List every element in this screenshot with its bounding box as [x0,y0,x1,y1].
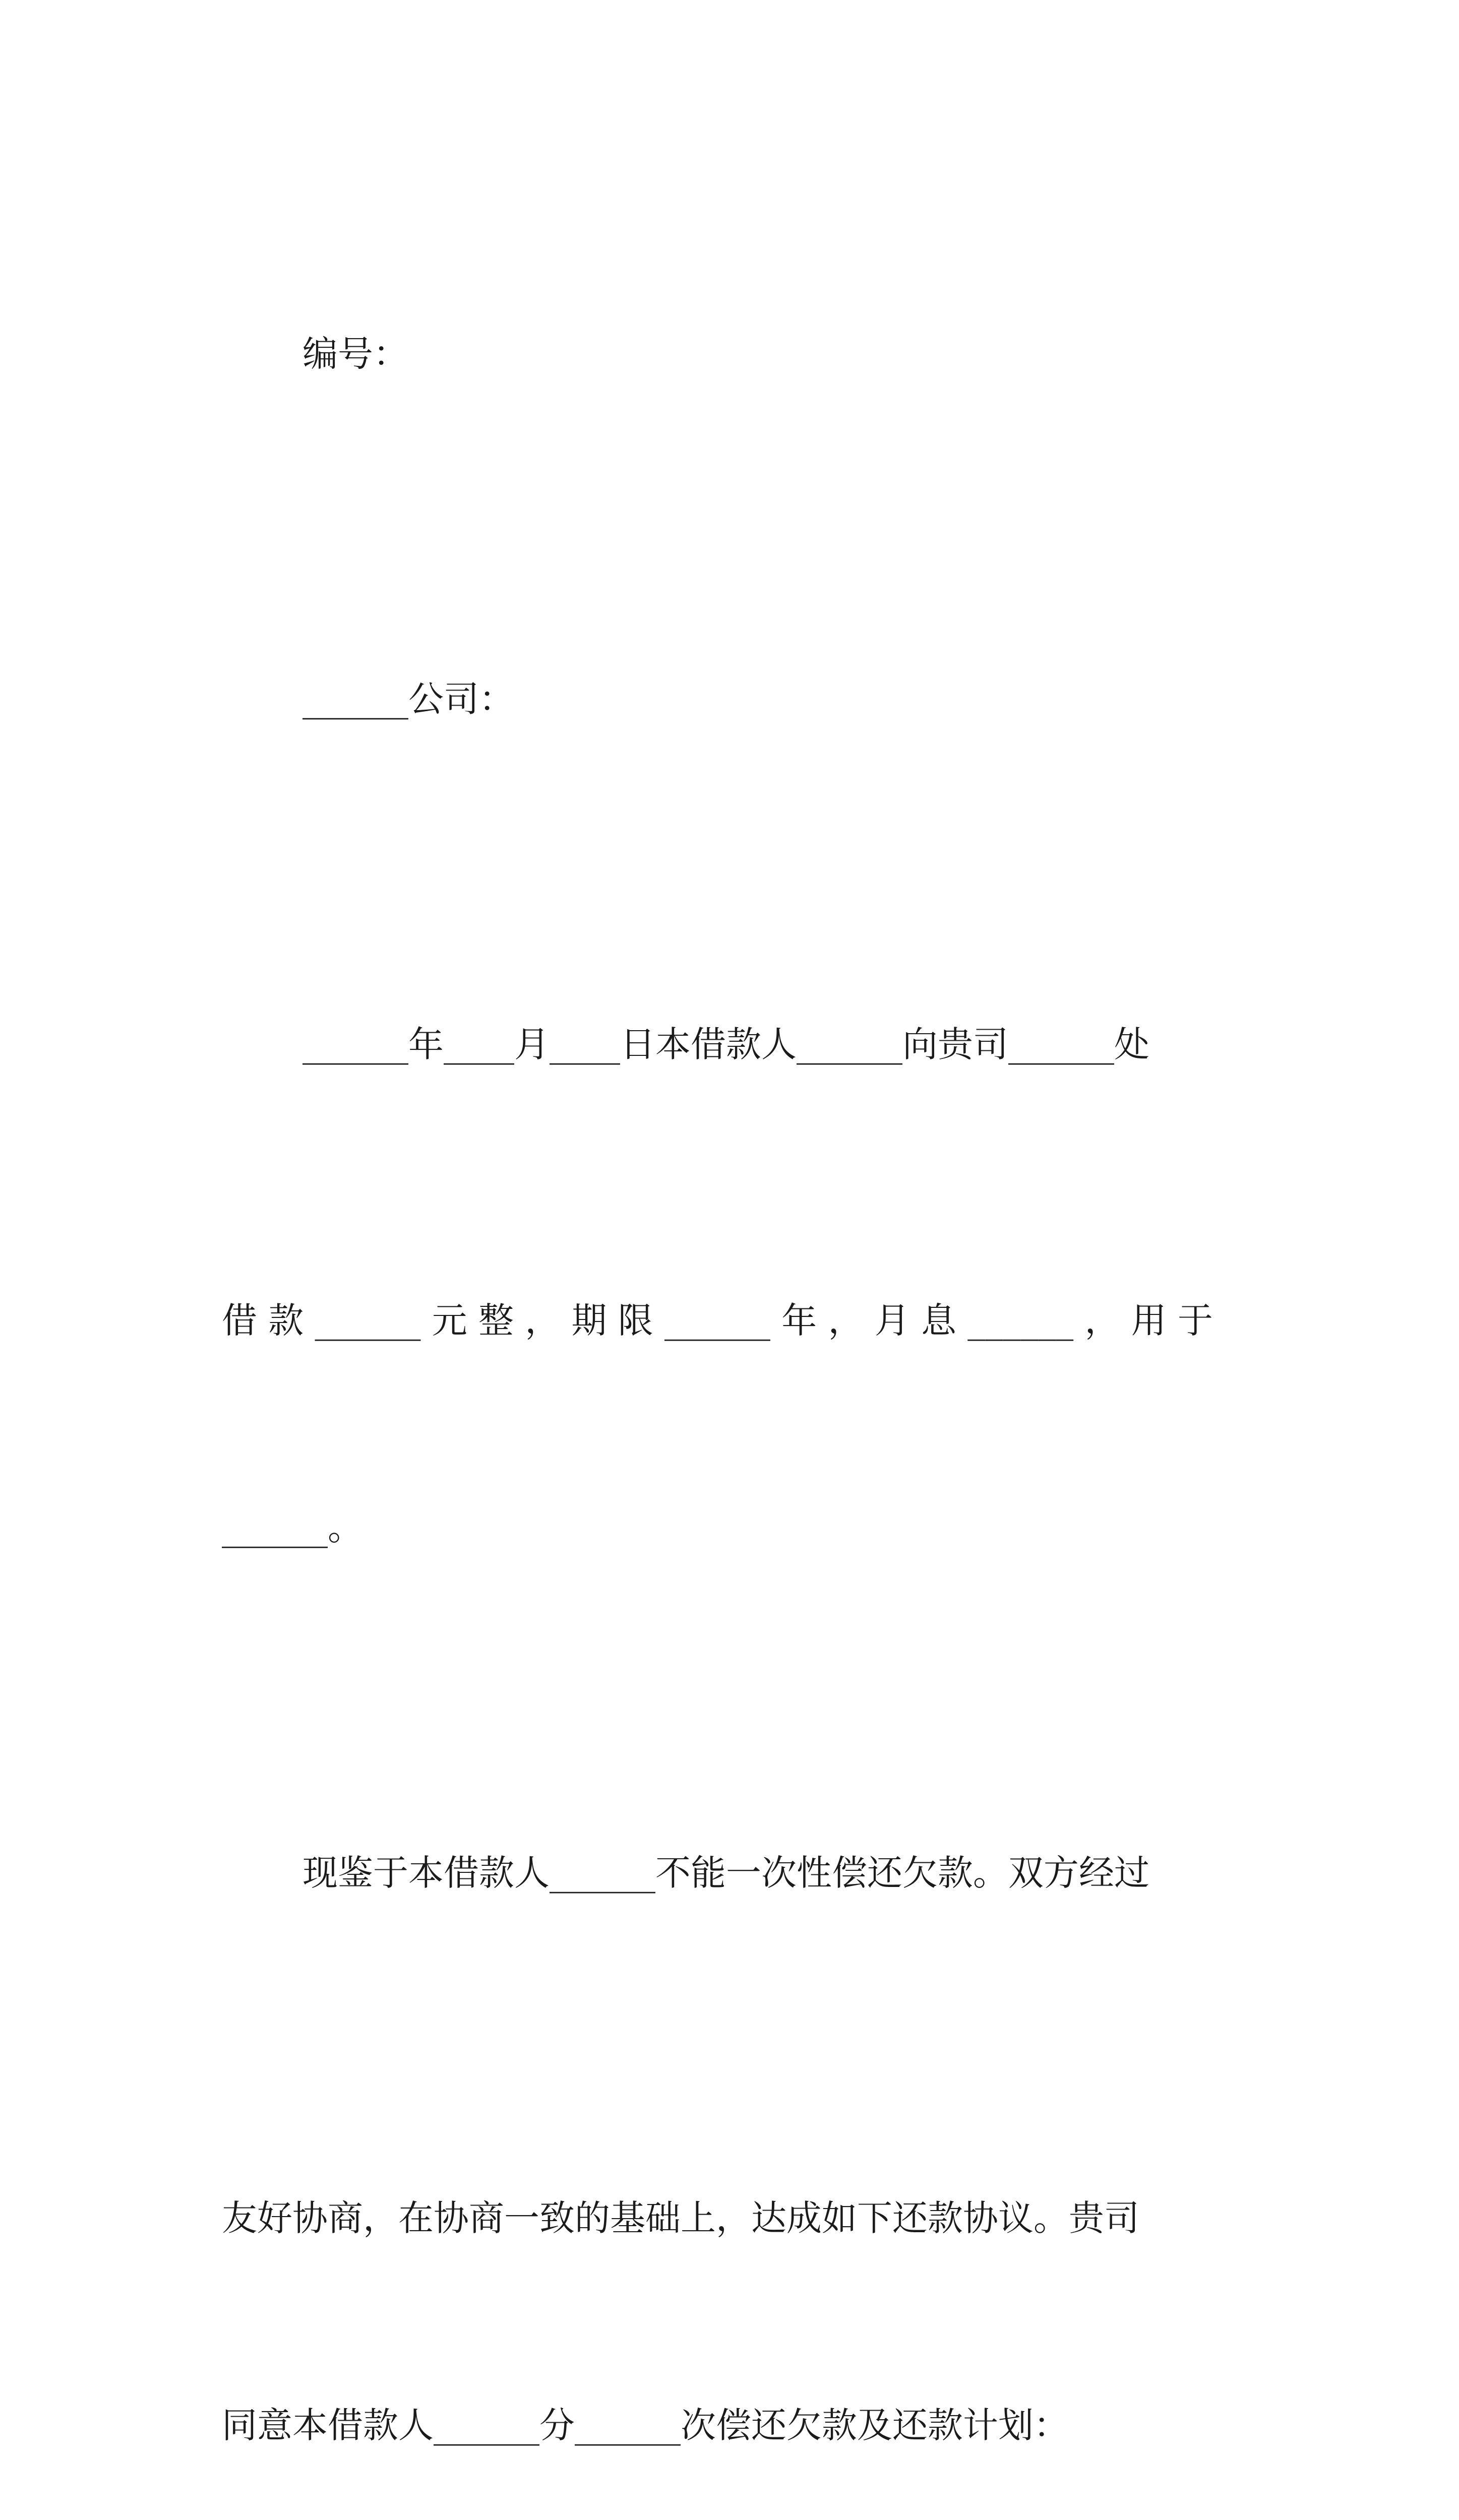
document-page [222,181,1245,2520]
text-line: 编号： [302,333,408,374]
text-line: 借 款 ______ 元 整 ， 期 限 ______ 年 ， 月 息 ______ ， 用 于 [222,1300,1213,1341]
text-line: ______年____月____日本借款人______向贵司______处 [302,1024,1149,1065]
text-line: 友好协商，在协商一致的基础上，达成如下还款协议。贵司 [222,2197,1139,2239]
paragraph-loan-details-cont [222,1148,1245,1700]
paragraph-agreement-intro-cont [222,2046,1245,2520]
paragraph-number-label [222,181,1245,527]
paragraph-company-addressee [222,527,1245,872]
text-line: 同意本借款人______分______次偿还欠款及还款计划： [222,2405,1069,2446]
text-line: ______。 [222,1507,363,1548]
paragraph-agreement-intro [222,1700,1245,2046]
text-line: ______公司： [302,678,514,720]
text-line: 现鉴于本借款人______不能一次性偿还欠款。双方经过 [302,1852,1149,1894]
